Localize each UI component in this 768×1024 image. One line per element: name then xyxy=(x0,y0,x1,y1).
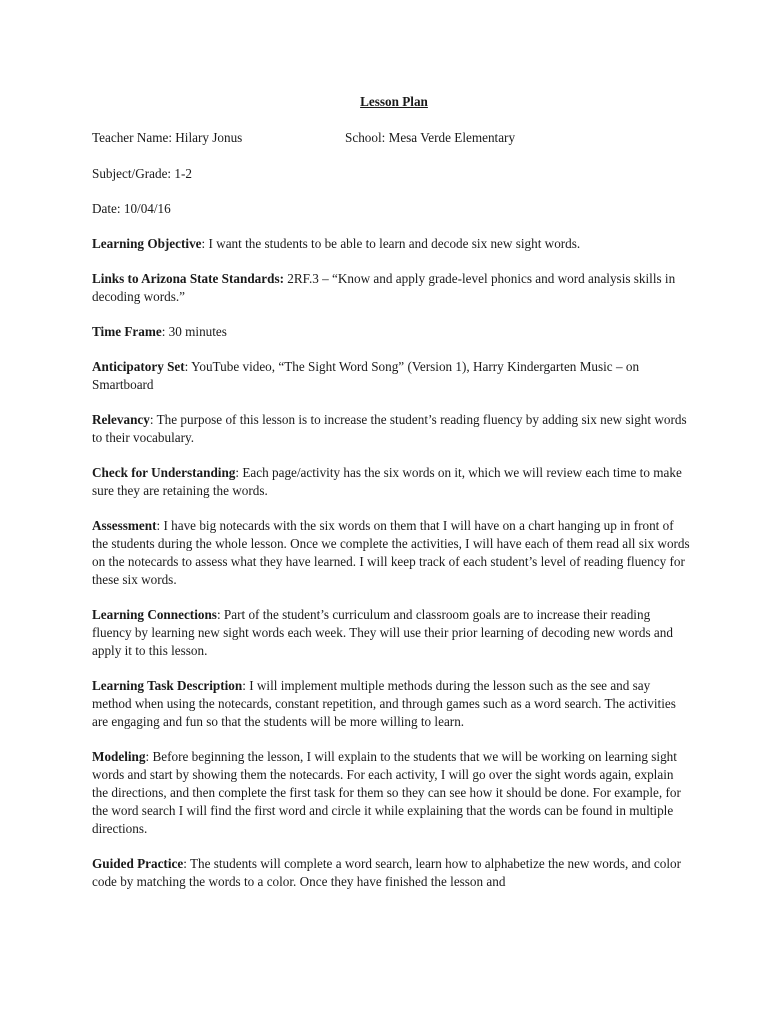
lesson-plan-document xyxy=(92,93,692,908)
section-separator: : xyxy=(201,236,209,251)
section-label: Modeling xyxy=(92,749,146,764)
teacher-name: Teacher Name: Hilary Jonus xyxy=(92,130,243,145)
section-separator: : xyxy=(149,412,157,427)
section-label: Check for Understanding xyxy=(92,465,236,480)
section-label: Learning Objective xyxy=(92,236,202,251)
section-separator: : xyxy=(183,856,190,871)
section-separator: : xyxy=(235,465,243,480)
section-text: I want the students to be able to learn and decode six new sight words. xyxy=(208,236,581,251)
section-text: YouTube video, “The Sight Word Song” (Version 1), Harry Kindergarten Music – on Smartboard xyxy=(92,359,640,392)
section-label: Guided Practice xyxy=(92,856,184,871)
section-check-for-understanding xyxy=(92,464,692,500)
section-state-standards xyxy=(92,270,692,306)
section-label: Learning Task Description xyxy=(92,678,243,693)
lesson-date: Date: 10/04/16 xyxy=(92,201,171,216)
section-separator: : xyxy=(161,324,169,339)
header-row xyxy=(92,129,692,147)
section-learning-task-description xyxy=(92,677,692,731)
section-modeling xyxy=(92,748,692,838)
section-label: Assessment xyxy=(92,518,157,533)
school-name: School: Mesa Verde Elementary xyxy=(345,130,516,145)
section-text: 30 minutes xyxy=(168,324,227,339)
section-text: 2RF.3 – “Know and apply grade-level phonics and word analysis skills in decoding words.” xyxy=(92,271,676,304)
section-label: Relevancy xyxy=(92,412,150,427)
section-anticipatory-set xyxy=(92,358,692,394)
document-title: Lesson Plan xyxy=(360,94,428,109)
section-separator: : xyxy=(242,678,250,693)
section-learning-objective xyxy=(92,235,692,253)
section-separator: : xyxy=(156,518,164,533)
section-learning-connections xyxy=(92,606,692,660)
section-label: Links to Arizona State Standards: xyxy=(92,271,284,286)
section-text: I will implement multiple methods during the lesson such as the see and say method when using the notecards, constant repetition, and through games such as a word search. The activities are engaging and fun so that the students will be more willing to learn. xyxy=(92,678,676,729)
section-separator: : xyxy=(184,359,192,374)
section-label: Anticipatory Set xyxy=(92,359,185,374)
subject-grade: Subject/Grade: 1-2 xyxy=(92,166,192,181)
section-separator: : xyxy=(145,749,153,764)
section-time-frame xyxy=(92,323,692,341)
section-text: The purpose of this lesson is to increase the student’s reading fluency by adding six new sight words to their vocabulary. xyxy=(92,412,687,445)
section-text: Part of the student’s curriculum and classroom goals are to increase their reading fluency by learning new sight words each week. They will use their prior learning of decoding new words and apply it to this lesson. xyxy=(92,607,673,658)
section-label: Time Frame xyxy=(92,324,162,339)
section-assessment xyxy=(92,517,692,589)
section-label: Learning Connections xyxy=(92,607,217,622)
section-text: I have big notecards with the six words on them that I will have on a chart hanging up in front of the students during the whole lesson. Once we complete the activities, I will have each of them read all six words on the notecards to assess what they have learned. I will keep track of each student’s level of reading fluency for these six words. xyxy=(92,518,690,587)
section-text: Each page/activity has the six words on it, which we will review each time to make sure they are retaining the words. xyxy=(92,465,682,498)
section-text: The students will complete a word search, learn how to alphabetize the new words, and color code by matching the words to a color. Once they have finished the lesson and xyxy=(92,856,682,889)
section-relevancy xyxy=(92,411,692,447)
section-separator: : xyxy=(216,607,224,622)
section-guided-practice xyxy=(92,855,692,891)
section-text: Before beginning the lesson, I will explain to the students that we will be working on learning sight words and start by showing them the notecards. For each activity, I will go over the sight words again, explain the directions, and then complete the first task for them so they can see how it should be done. For example, for the word search I will find the first word and circle it while explaining that the words can be found in multiple directions. xyxy=(92,749,681,836)
